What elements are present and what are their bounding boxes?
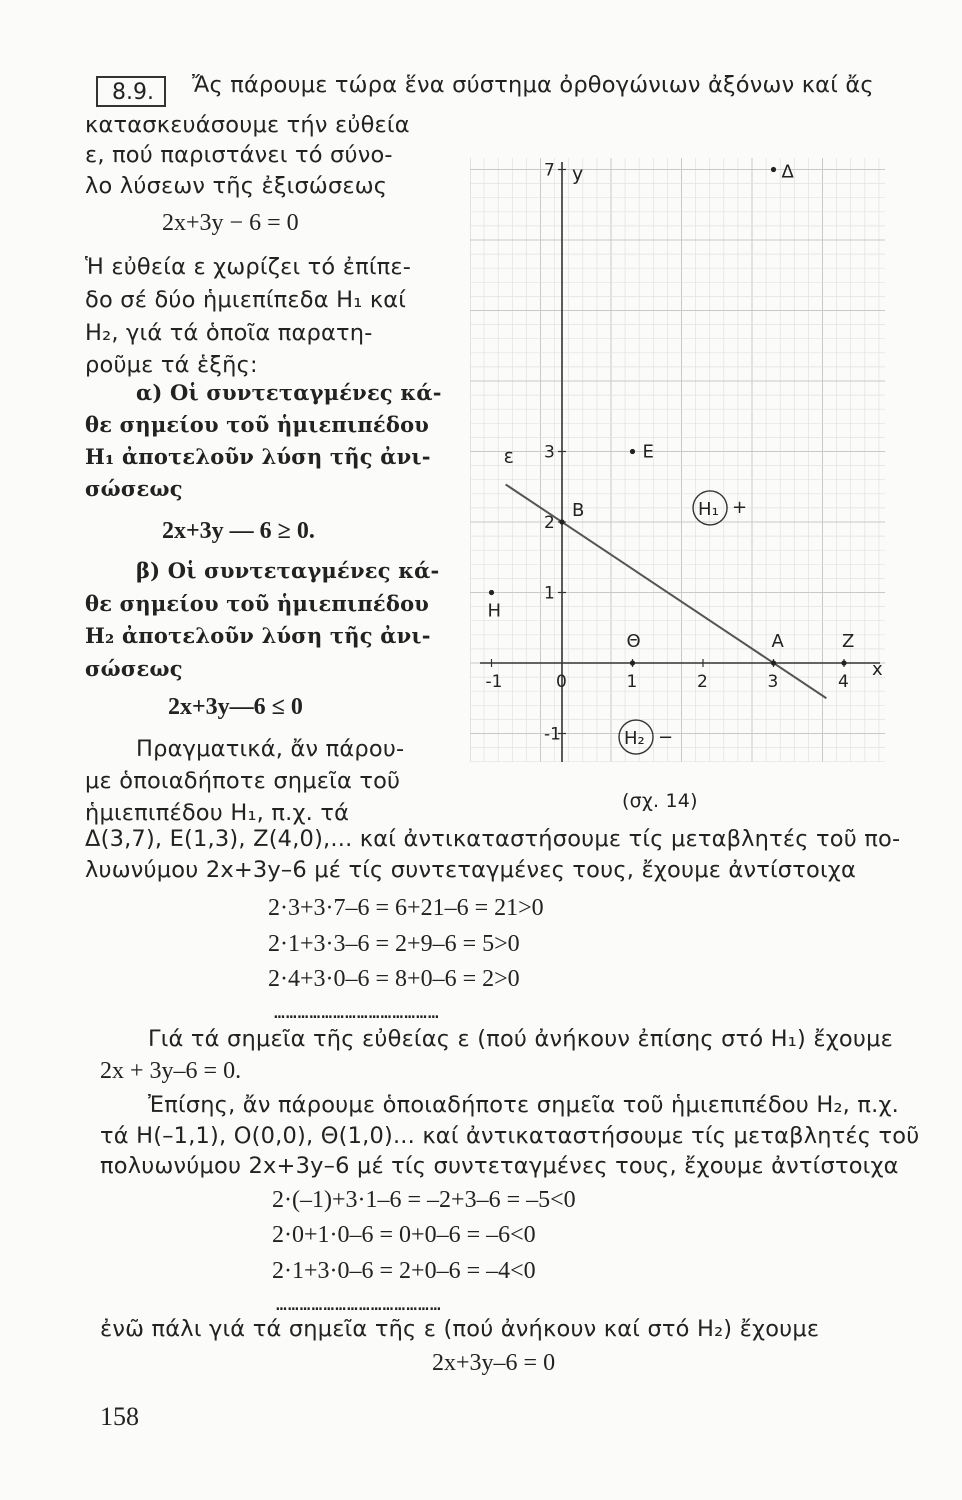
point-Δ	[771, 167, 776, 172]
y-tick-label: -1	[544, 724, 561, 745]
point-label: Η	[487, 600, 502, 622]
body-line: Ἐπίσης, ἄν πάρουμε ὁποιαδήποτε σημεῖα τοῦ ἡμιεπιπέδου H₂, π.χ.	[148, 1092, 900, 1118]
x-tick-label: -1	[485, 672, 503, 692]
point-label: Β	[572, 500, 585, 521]
intro-line: ε, πού παριστάνει τό σύνο-	[85, 142, 393, 168]
region-h1-label: H₁	[698, 498, 719, 520]
indeed-line: ἡμιεπιπέδου H₁, π.χ. τά	[85, 800, 350, 826]
main-equation: 2x+3y − 6 = 0	[162, 210, 299, 236]
line-epsilon-label: ε	[503, 445, 514, 468]
point-Θ	[630, 660, 635, 665]
page-number: 158	[100, 1402, 139, 1431]
figure-caption: (σχ. 14)	[622, 790, 698, 812]
intro-line: κατασκευάσουμε τήν εὐθεία	[85, 112, 410, 138]
calc-line: 2·1+3·3–6 = 2+9–6 = 5>0	[268, 931, 520, 957]
body-line: Γιά τά σημεῖα τῆς εὐθείας ε (πού ἀνήκουν ἐπίσης στό H₁) ἔχουμε	[148, 1026, 893, 1052]
y-tick-label: 1	[544, 583, 555, 604]
coordinate-figure	[470, 150, 910, 780]
indeed-line: Πραγματικά, ἄν πάρου-	[136, 736, 405, 762]
part-b-line: β) Οἱ συντεταγμένες κά-	[136, 558, 440, 583]
graph-grid	[470, 158, 885, 762]
split-line: H₂, γιά τά ὁποῖα παρατη-	[85, 320, 373, 346]
point-Ζ	[841, 660, 846, 665]
part-a-line: σώσεως	[85, 476, 183, 501]
line-equation: 2x + 3y–6 = 0.	[100, 1058, 242, 1084]
point-label: Ε	[642, 441, 654, 463]
calc-line: 2·(–1)+3·1–6 = –2+3–6 = –5<0	[272, 1187, 576, 1213]
x-tick-label: 2	[697, 672, 708, 692]
body-line: Δ(3,7), Ε(1,3), Ζ(4,0),... καί ἀντικαταστήσουμε τίς μεταβλητές τοῦ πο-	[85, 826, 901, 852]
section-number: 8.9.	[96, 76, 166, 107]
point-label: Ζ	[842, 631, 855, 652]
part-a-line: θε σημείου τοῦ ἡμιεπιπέδου	[85, 412, 430, 437]
point-label: Δ	[781, 161, 794, 183]
region-h2-label: H₂	[624, 728, 645, 750]
point-Ε	[630, 449, 635, 454]
body-line: λυωνύμου 2x+3y–6 μέ τίς συντεταγμένες τους, ἔχουμε ἀντίστοιχα	[85, 857, 856, 883]
body-line: πολυωνύμου 2x+3y–6 μέ τίς συντεταγμένες τους, ἔχουμε ἀντίστοιχα	[100, 1153, 899, 1179]
part-b-line: θε σημείου τοῦ ἡμιεπιπέδου	[85, 591, 430, 616]
point-label: Α	[771, 631, 784, 652]
intro-line: λο λύσεων τῆς ἐξισώσεως	[85, 173, 388, 199]
part-b-line: σώσεως	[85, 656, 183, 681]
intro-first-line: Ἄς πάρουμε τώρα ἕνα σύστημα ὀρθογώνιων ἀξόνων καί ἄς	[192, 72, 874, 98]
y-tick-label: 2	[544, 513, 555, 533]
x-axis-label: x	[872, 659, 883, 680]
body-line: ἐνῶ πάλι γιά τά σημεῖα τῆς ε (πού ἀνήκουν καί στό H₂) ἔχουμε	[100, 1316, 820, 1342]
ellipsis-row: ……………………………………	[274, 1002, 440, 1023]
x-tick-label: 4	[838, 672, 849, 692]
body-line: τά Η(–1,1), Ο(0,0), Θ(1,0)... καί ἀντικαταστήσουμε τίς μεταβλητές τοῦ	[100, 1123, 920, 1149]
x-tick-label: 3	[767, 672, 779, 692]
region-h1-sign: +	[732, 496, 748, 518]
calc-line: 2·4+3·0–6 = 8+0–6 = 2>0	[268, 966, 520, 992]
indeed-line: με ὁποιαδήποτε σημεῖα τοῦ	[85, 768, 401, 794]
ellipsis-row: ……………………………………	[276, 1294, 442, 1315]
point-Α	[771, 660, 776, 665]
final-equation: 2x+3y–6 = 0	[432, 1350, 556, 1376]
inequality-b: 2x+3y—6 ≤ 0	[168, 694, 303, 720]
point-Β	[559, 519, 564, 524]
y-tick-label: 7	[544, 160, 555, 181]
inequality-a: 2x+3y — 6 ≥ 0.	[162, 518, 315, 544]
split-line: Ἡ εὐθεία ε χωρίζει τό ἐπίπε-	[85, 254, 412, 280]
point-label: Θ	[626, 631, 641, 652]
y-axis-label: y	[572, 163, 584, 185]
calc-line: 2·1+3·0–6 = 2+0–6 = –4<0	[272, 1258, 536, 1284]
calc-line: 2·3+3·7–6 = 6+21–6 = 21>0	[268, 895, 544, 921]
part-a-line: α) Οἱ συντεταγμένες κά-	[136, 380, 442, 405]
x-tick-label: 0	[556, 672, 567, 692]
part-b-line: H₂ ἀποτελοῦν λύση τῆς ἀνι-	[85, 623, 431, 648]
calc-line: 2·0+1·0–6 = 0+0–6 = –6<0	[272, 1222, 536, 1248]
x-tick-label: 1	[626, 672, 638, 692]
split-line: ροῦμε τά ἑξῆς:	[85, 352, 258, 378]
y-tick-label: 3	[544, 442, 555, 463]
split-line: δο σέ δύο ἡμιεπίπεδα H₁ καί	[85, 287, 407, 313]
region-h2-sign: −	[658, 727, 674, 749]
point-Η	[489, 590, 494, 595]
part-a-line: H₁ ἀποτελοῦν λύση τῆς ἀνι-	[85, 444, 431, 469]
